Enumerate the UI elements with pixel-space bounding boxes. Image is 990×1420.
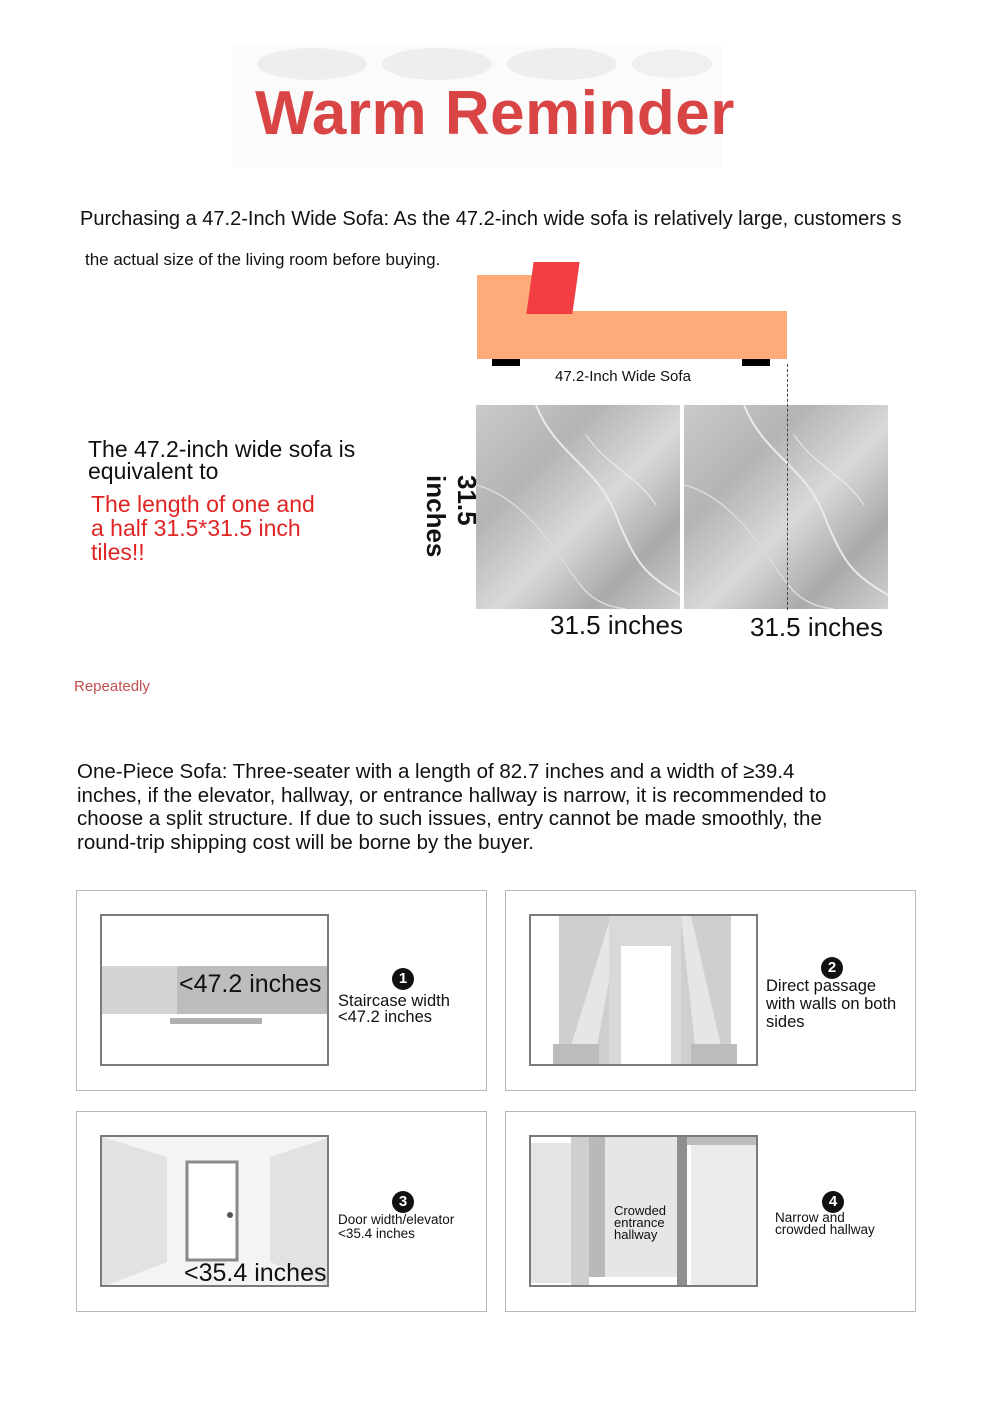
panel-door-elevator — [76, 1111, 487, 1312]
sofa-leg-left — [492, 359, 520, 366]
tile-width-label-1: 31.5 inches — [550, 610, 683, 640]
passage-picture — [529, 914, 758, 1066]
hallway-picture-label: Crowded entrance hallway — [614, 1203, 667, 1242]
door-width-label: <35.4 inches — [184, 1259, 327, 1287]
sofa-backrest-gap — [572, 275, 787, 311]
marble-tile-left — [476, 405, 680, 609]
repeatedly-label: Repeatedly — [74, 678, 150, 695]
sofa-leg-right — [742, 359, 770, 366]
staircase-width-label: <47.2 inches — [179, 970, 322, 998]
sofa-width-marker — [787, 364, 788, 610]
passage-illustration — [531, 916, 758, 1066]
equivalent-lead: The 47.2-inch wide sofa is equivalent to — [88, 436, 356, 484]
hallway-picture — [529, 1135, 758, 1287]
sofa-cushion — [526, 262, 579, 314]
marble-vein-pattern — [684, 405, 888, 609]
door-picture — [100, 1135, 329, 1287]
panel-crowded-hallway — [505, 1111, 916, 1312]
sofa-label: 47.2-Inch Wide Sofa — [555, 368, 691, 385]
hallway-caption: Narrow and crowded hallway — [775, 1210, 875, 1237]
step-number-3: 3 — [392, 1191, 414, 1213]
step-number-1: 1 — [392, 968, 414, 990]
step-number-2: 2 — [821, 957, 843, 979]
panel-staircase — [76, 890, 487, 1091]
intro-line-1: Purchasing a 47.2-Inch Wide Sofa: As the 47.2-inch wide sofa is relatively large, customers s — [80, 208, 902, 230]
one-piece-note: One-Piece Sofa: Three-seater with a length of 82.7 inches and a width of ≥39.4 inches, if the elevator, hallway, or entrance hallway is narrow, it is recommended to choose a split structure. If due to such issues, entry cannot be made smoothly, the round-trip shipping cost will be borne by the buyer. — [77, 760, 827, 854]
tile-width-label-2: 31.5 inches — [750, 612, 883, 642]
page-title: Warm Reminder — [255, 79, 735, 148]
panel-direct-passage — [505, 890, 916, 1091]
marble-tile-right — [684, 405, 888, 609]
equivalent-highlight: The length of one and a half 31.5*31.5 inch tiles!! — [91, 491, 315, 565]
marble-vein-pattern — [476, 405, 680, 609]
intro-line-2: the actual size of the living room before buying. — [85, 250, 441, 269]
door-caption: Door width/elevator <35.4 inches — [338, 1212, 455, 1241]
staircase-caption: Staircase width <47.2 inches — [338, 992, 450, 1026]
step-number-4: 4 — [822, 1191, 844, 1213]
passage-caption: Direct passage with walls on both sides — [766, 977, 897, 1031]
staircase-picture — [100, 914, 329, 1066]
tile-height-label: 31.5 inches — [421, 475, 482, 558]
